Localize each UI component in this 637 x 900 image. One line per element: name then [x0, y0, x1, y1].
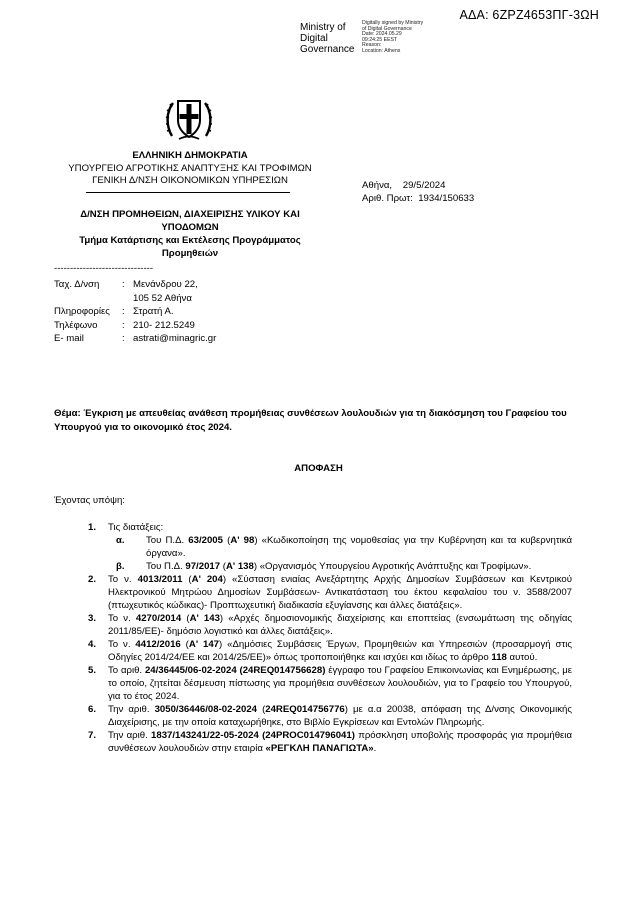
considering-label: Έχοντας υπόψη: [54, 495, 125, 506]
email-link[interactable]: astrati@minagric.gr [133, 333, 217, 344]
protocol-number: 1934/150633 [418, 193, 475, 204]
header-divider [86, 192, 290, 193]
ministry-name: ΥΠΟΥΡΓΕΙΟ ΑΓΡΟΤΙΚΗΣ ΑΝΑΠΤΥΞΗΣ ΚΑΙ ΤΡΟΦΙΜΩΝ [68, 162, 312, 174]
contact-row: E- mail : astrati@minagric.gr [54, 333, 217, 344]
considerations-list [88, 521, 572, 755]
document-date: 29/5/2024 [402, 180, 446, 191]
republic-title: ΕΛΛΗΝΙΚΗ ΔΗΜΟΚΡΑΤΙΑ [132, 150, 248, 161]
contact-row: Τηλέφωνο : 210- 212.5249 [54, 319, 195, 331]
list-item: 1. Τις διατάξεις: [88, 522, 164, 533]
issuer-header [40, 150, 340, 188]
coat-of-arms-icon [164, 96, 214, 142]
contact-row: 105 52 Αθήνα [133, 292, 192, 304]
list-item: 2. Το ν. 4013/2011 (Α' 204) «Σύσταση ενιαίας Ανεξάρτητης Αρχής Δημοσίων Συμβάσεων και Κεντρικού Ηλεκτρονικού Μητρώου Δημοσίων Συμβάσεων- Αντικατάσταση του έκτου κεφαλαίου του ν. 3588/2007 (πτωχευτικός κώδικας)- Προπτωχευτική διαδικασία εξυγίανσης και άλλες διατάξεις». [88, 574, 572, 611]
list-item: 5. Το αριθ. 24/36445/06-02-2024 (24REQ014756628) έγγραφο του Γραφείου Επικοινωνίας και Ενημέρωσης, με το οποίο, ζητείται δέσμευση πίστωσης για προμήθεια συνθέσεων λουλουδιών, για το Γραφείο του Υπουργού, για το έτος 2024. [88, 665, 573, 702]
contact-row: Πληροφορίες : Στρατή Α. [54, 306, 174, 317]
list-item: 7. Την αριθ. 1837/143241/22-05-2024 (24PROC014796041) πρόσκληση υποβολής προσφοράς για προμήθεια συνθέσεων λουλουδιών στην εταιρία «ΡΕΓΚΛΗ ΠΑΝΑΓΙΩΤΑ». [88, 730, 572, 754]
department-block: Δ/ΝΣΗ ΠΡΟΜΗΘΕΙΩΝ, ΔΙΑΧΕΙΡΙΣΗΣ ΥΛΙΚΟΥ ΚΑΙ ΥΠΟΔΟΜΩΝ Τμήμα Κατάρτισης και Εκτέλεσης Προγράμματος Προμηθειών [79, 209, 301, 259]
contact-block [54, 278, 216, 346]
decision-heading: ΑΠΟΦΑΣΗ [294, 463, 343, 474]
subject-line: Θέμα: Έγκριση με απευθείας ανάθεση προμήθειας συνθέσεων λουλουδιών για τη διακόσμηση του Γραφείου του Υπουργού για το οικονομικό έτος 2024. [54, 408, 567, 433]
list-item: 3. Το ν. 4270/2014 (Α' 143) «Αρχές δημοσιονομικής διαχείρισης και εποπτείας (ενσωμάτωση της οδηγίας 2011/85/ΕΕ)- δημόσιο λογιστικό και άλλες διατάξεις». [88, 613, 573, 637]
dash-separator: ------------------------------- [54, 263, 154, 274]
signature-org: Ministry of Digital Governance [300, 22, 355, 55]
place-date-block: Αθήνα, 29/5/2024 Αριθ. Πρωτ: 1934/150633 [362, 180, 475, 204]
list-item: 4. Το ν. 4412/2016 (Α' 147) «Δημόσιες Συμβάσεις Έργων, Προμηθειών και Υπηρεσιών (προσαρμογή στις Οδηγίες 2014/24/ΕΕ και 2014/25/ΕΕ)» όπως τροποποιήθηκε και ισχύει και ιδίως το άρθρο 118 αυτού. [88, 639, 572, 663]
contact-row: Ταχ. Δ/νση : Μενάνδρου 22, [54, 279, 198, 290]
sub-item: α. Του Π.Δ. 63/2005 (Α' 98) «Κωδικοποίηση της νομοθεσίας για την Κυβέρνηση και τα κυβερνητικά όργανα». [116, 535, 572, 559]
sub-item: β. Του Π.Δ. 97/2017 (Α' 138) «Οργανισμός Υπουργείου Αγροτικής Ανάπτυξης και Τροφίμων». [116, 561, 532, 572]
general-directorate: ΓΕΝΙΚΗ Δ/ΝΣΗ ΟΙΚΟΝΟΜΙΚΩΝ ΥΠΗΡΕΣΙΩΝ [92, 175, 288, 186]
list-item: 6. Την αριθ. 3050/36446/08-02-2024 (24REQ014756776) με α.α 20038, απόφαση της Δ/νσης Οικονομικής Διαχείρισης, με την οποία καταχωρήθηκε, στο Βιβλίο Εγκρίσεων και Εντολών Πληρωμής. [88, 704, 572, 728]
signature-details: Digitally signed by Ministry of Digital Governance Date: 2024.05.29 09:24:25 EEST Reason: Location: Athens [362, 20, 424, 54]
ada-code: ΑΔΑ: 6ΖΡΖ4653ΠΓ-3ΩΗ [459, 8, 599, 22]
